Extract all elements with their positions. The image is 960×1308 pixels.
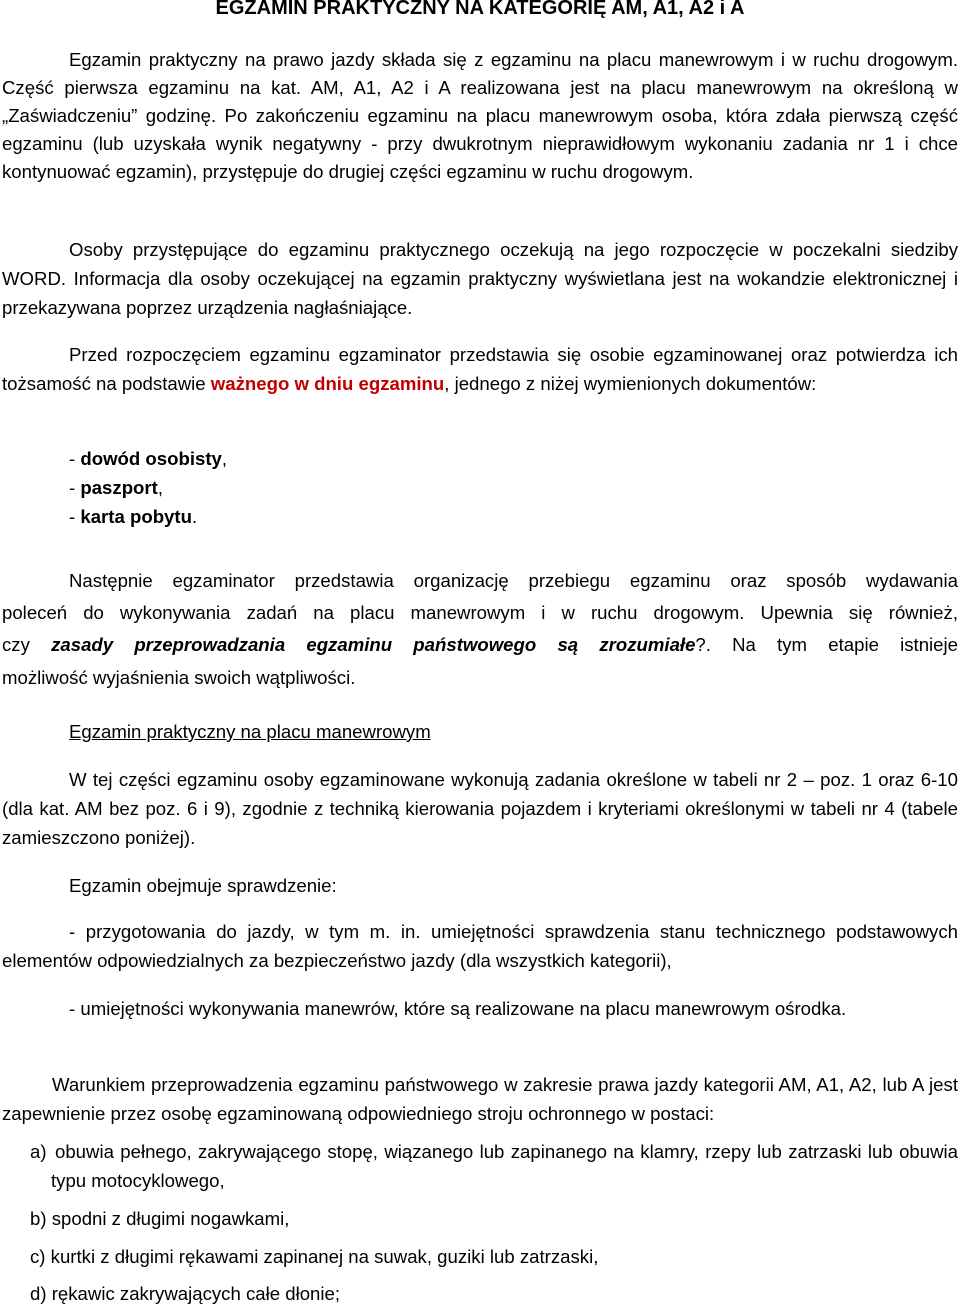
document-list-item: - dowód osobisty, bbox=[69, 448, 228, 469]
identity-highlight: ważnego w dniu egzaminu bbox=[210, 373, 445, 394]
condition-paragraph: Warunkiem przeprowadzenia egzaminu państwowego w zakresie prawa jazdy kategorii AM, A1, A2, lub A jest zapewnienie przez osobę egzaminowaną odpowiedniego stroju ochronnego w postaci: bbox=[2, 1074, 958, 1124]
document-list-item: - karta pobytu. bbox=[69, 506, 198, 527]
intro-paragraph: Egzamin praktyczny na prawo jazdy składa się z egzaminu na placu manewrowym i w ruchu drogowym. Część pierwsza egzaminu na kat. AM, A1, A2 i A realizowana jest na placu manewrowym na określoną w „Zaświadczeniu” godzinę. Po zakończeniu egzaminu na placu manewrowym osoba, która zdała pierwszą część egzaminu (lub uzyskała wynik negatywny - przy dwukrotnym nieprawidłowym wykonaniu zadania nr 1 i chce kontynuować egzamin), przystępuje do drugiej części egzaminu w ruchu drogowym. bbox=[2, 49, 958, 182]
gear-list-item bbox=[30, 1137, 958, 1195]
list-marker: b) bbox=[30, 1208, 47, 1229]
waiting-paragraph: Osoby przystępujące do egzaminu praktycznego oczekują na jego rozpoczęcie w poczekalni siedziby WORD. Informacja dla osoby oczekującej na egzamin praktyczny wyświetlana jest na wokandzie elektronicznej i przekazywana poprzez urządzenia nagłaśniające. bbox=[2, 239, 958, 318]
document-name: paszport bbox=[80, 477, 158, 498]
identity-text-after: , jednego z niżej wymienionych dokumentów: bbox=[444, 373, 817, 394]
document-title: EGZAMIN PRAKTYCZNY NA KATEGORIĘ AM, A1, A2 i A bbox=[215, 0, 745, 19]
document-list-item: - paszport, bbox=[69, 477, 164, 498]
document-name: dowód osobisty bbox=[80, 448, 222, 469]
gear-item-text: obuwia pełnego, zakrywającego stopę, wiązanego lub zapinanego na klamry, rzepy lub zatrzaski lub obuwia typu motocyklowego, bbox=[51, 1141, 958, 1191]
list-marker: c) bbox=[30, 1246, 46, 1267]
organization-paragraph: Następnie egzaminator przedstawia organizację przebiegu egzaminu oraz sposób wydawania poleceń do wykonywania zadań na placu manewrowym i w ruchu drogowym. Upewnia się również, czy zasady przeprowadzania egzaminu państwowego są zrozumiałe?. Na tym etapie istnieje możliwość wyjaśnienia swoich wątpliwości. bbox=[2, 570, 958, 688]
gear-list-item bbox=[30, 1242, 958, 1271]
gear-item-text: spodni z długimi nogawkami, bbox=[51, 1208, 290, 1229]
emphasized-rule: zasady przeprowadzania egzaminu państwowego są zrozumiałe bbox=[51, 634, 696, 655]
gear-list-item bbox=[30, 1279, 958, 1308]
list-marker: d) bbox=[30, 1283, 47, 1304]
gear-list-item bbox=[30, 1204, 958, 1233]
tasks-paragraph: W tej części egzaminu osoby egzaminowane wykonują zadania określone w tabeli nr 2 – poz. 1 oraz 6-10 (dla kat. AM bez poz. 6 i 9), zgodnie z techniką kierowania pojazdem i kryteriami określonymi w tabeli nr 4 (tabele zamieszczono poniżej). bbox=[2, 769, 958, 848]
section-heading: Egzamin praktyczny na placu manewrowym bbox=[69, 721, 431, 742]
list-marker: a) bbox=[30, 1141, 47, 1162]
gear-item-text: kurtki z długimi rękawami zapinanej na suwak, guziki lub zatrzaski, bbox=[50, 1246, 599, 1267]
identity-paragraph bbox=[2, 340, 958, 398]
identity-text-before: Przed rozpoczęciem egzaminu egzaminator przedstawia się osobie egzaminowanej oraz potwierdza ich tożsamość na podstawie bbox=[2, 344, 958, 394]
gear-item-text: rękawic zakrywających całe dłonie; bbox=[51, 1283, 341, 1304]
check-item: - przygotowania do jazdy, w tym m. in. umiejętności sprawdzenia stanu technicznego podstawowych elementów odpowiedzialnych za bezpieczeństwo jazdy (dla wszystkich kategorii), bbox=[2, 921, 958, 971]
document-name: karta pobytu bbox=[80, 506, 192, 527]
includes-paragraph: Egzamin obejmuje sprawdzenie: bbox=[69, 875, 337, 896]
check-item: - umiejętności wykonywania manewrów, które są realizowane na placu manewrowym ośrodka. bbox=[69, 998, 847, 1019]
